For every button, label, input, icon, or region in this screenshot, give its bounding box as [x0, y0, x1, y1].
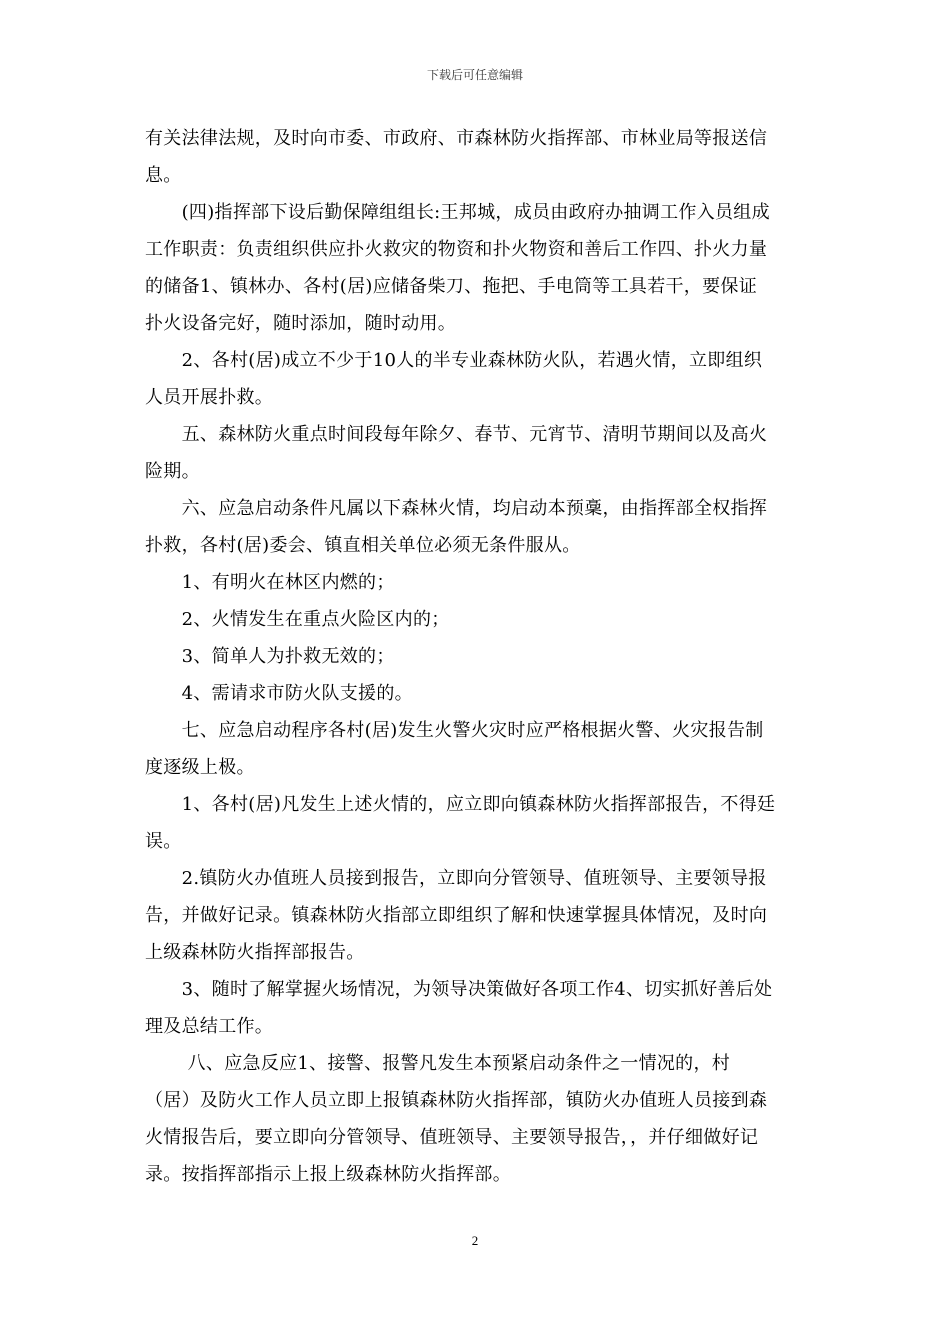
text-line: 录。按指挥部指示上报上级森林防火指挥部。 — [145, 1164, 511, 1185]
paragraph — [145, 675, 805, 712]
paragraph — [145, 786, 805, 860]
text-line: 上级森林防火指挥部报告。 — [145, 942, 365, 963]
paragraph — [145, 712, 805, 786]
text-line: 息。 — [145, 165, 182, 186]
text-line: 人员开展扑救。 — [145, 387, 274, 408]
page-number: 2 — [471, 1233, 479, 1248]
text-line: （居）及防火工作人员立即上报镇森林防火指挥部，镇防火办值班人员接到森 — [145, 1090, 768, 1111]
text-line: 2.镇防火办值班人员接到报告，立即向分管领导、值班领导、主要领导报 — [145, 868, 767, 889]
text-line: 4、需请求市防火队支援的。 — [145, 683, 413, 704]
paragraph — [145, 416, 805, 490]
text-line: 1、各村(居)凡发生上述火情的，应立即向镇森林防火指挥部报告，不得廷 — [145, 794, 776, 815]
text-line: 3、简单人为扑救无效的； — [145, 646, 395, 667]
paragraph — [145, 860, 805, 971]
text-line: 工作职责：负责组织供应扑火救灾的物资和扑火物资和善后工作四、扑火力量 — [145, 239, 768, 260]
text-line: 险期。 — [145, 461, 200, 482]
text-line: 1、有明火在林区内燃的； — [145, 572, 395, 593]
text-line: 误。 — [145, 831, 182, 852]
text-line: 3、随时了解掌握火场情况，为领导决策做好各项工作4、切实抓好善后处 — [145, 979, 773, 1000]
text-line: 五、森林防火重点时间段每年除夕、春节、元宵节、清明节期间以及高火 — [145, 424, 768, 445]
paragraph — [145, 564, 805, 601]
text-line: 七、应急启动程序各村(居)发生火警火灾时应严格根据火警、火灾报告制 — [145, 720, 764, 741]
text-line: 理及总结工作。 — [145, 1016, 274, 1037]
paragraph — [145, 490, 805, 564]
text-line: 六、应急启动条件凡属以下森林火情，均启动本预稾，由指挥部全权指挥 — [145, 498, 768, 519]
text-line: 火情报告后，要立即向分管领导、值班领导、主要领导报告，，并仔细做好记 — [145, 1127, 759, 1148]
text-line: 告，并做好记录。镇森林防火指部立即组织了解和快速掌握具体情况，及时向 — [145, 905, 768, 926]
text-line: 2、火情发生在重点火险区内的； — [145, 609, 450, 630]
paragraph — [145, 638, 805, 675]
paragraph — [145, 601, 805, 638]
text-line: (四)指挥部下设后勤保障组组长:王邦城，成员由政府办抽调工作入员组成 — [145, 202, 770, 223]
text-line: 度逐级上极。 — [145, 757, 255, 778]
text-line: 扑火设备完好，随时添加，随时动用。 — [145, 313, 457, 334]
text-line: 八、应急反应1、接警、报警凡发生本预紧启动条件之一情况的，村 — [145, 1053, 731, 1074]
page-header-note: 下载后可任意编辑 — [426, 68, 523, 82]
text-line: 的储备1、镇林办、各村(居)应储备柴刀、拖把、手电筒等工具若干，要保证 — [145, 276, 757, 297]
text-line: 扑救，各村(居)委会、镇直相关单位必须无条件服从。 — [145, 535, 581, 556]
text-line: 2、各村(居)成立不少于10人的半专业森林防火队，若遇火情，立即组织 — [145, 350, 763, 371]
paragraph — [145, 120, 805, 194]
paragraph — [145, 1045, 805, 1193]
paragraph — [145, 971, 805, 1045]
paragraph — [145, 342, 805, 416]
paragraph — [145, 194, 805, 342]
document-body — [145, 120, 805, 1193]
text-line: 有关法律法规，及时向市委、市政府、市森林防火指挥部、市林业局等报送信 — [145, 128, 768, 149]
